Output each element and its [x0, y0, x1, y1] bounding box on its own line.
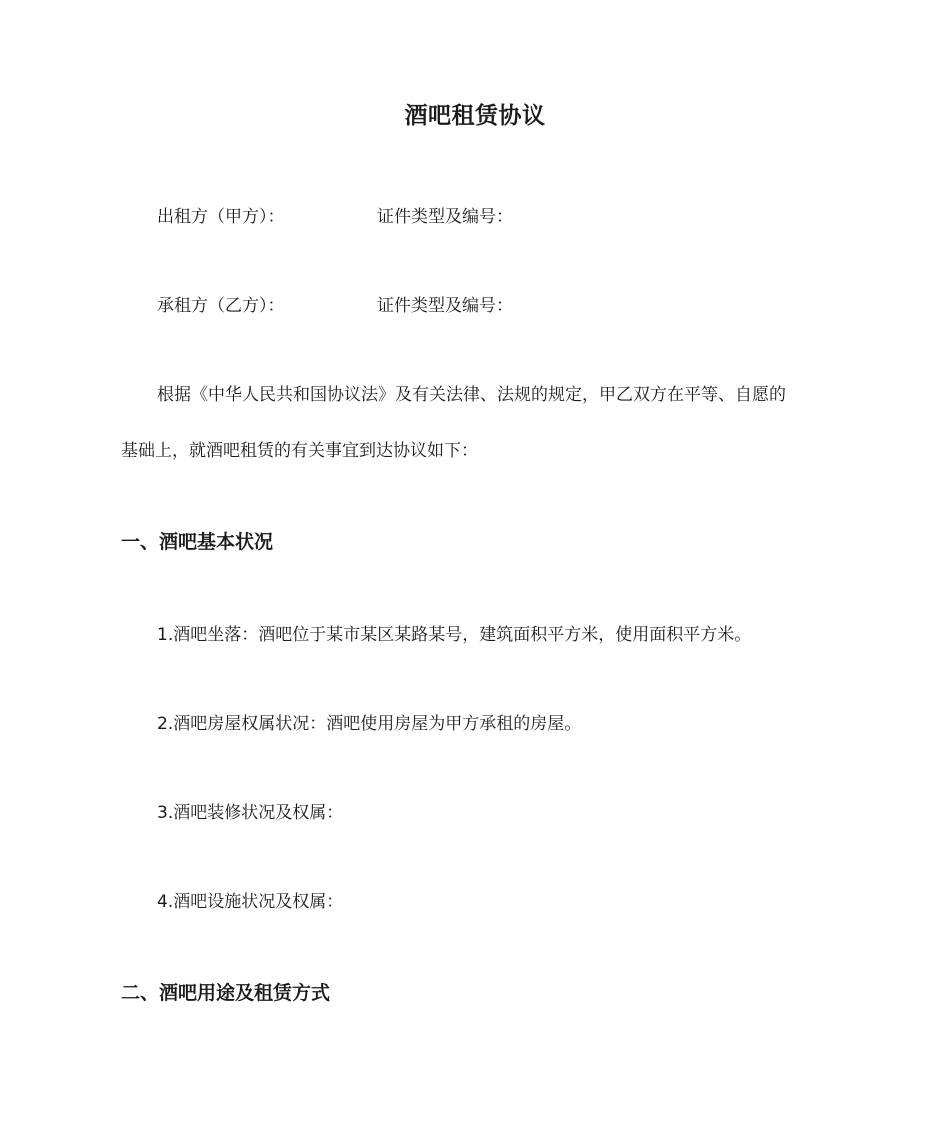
section-1-item-3: 3.酒吧装修状况及权属：	[157, 803, 344, 823]
document-title: 酒吧租赁协议	[404, 103, 546, 129]
section-2-heading: 二、酒吧用途及租赁方式	[121, 982, 331, 1004]
lessor-id-label: 证件类型及编号：	[377, 207, 513, 227]
preamble-line-2: 基础上，就酒吧租赁的有关事宜到达协议如下：	[121, 441, 478, 461]
section-1-item-1: 1.酒吧坐落：酒吧位于某市某区某路某号，建筑面积平方米，使用面积平方米。	[157, 625, 752, 645]
lessor-label: 出租方（甲方）：	[157, 207, 285, 227]
section-1-heading: 一、酒吧基本状况	[121, 531, 274, 553]
section-1-item-4: 4.酒吧设施状况及权属：	[157, 892, 344, 912]
preamble-line-1: 根据《中华人民共和国协议法》及有关法律、法规的规定，甲乙双方在平等、自愿的	[157, 385, 786, 405]
lessee-id-label: 证件类型及编号：	[377, 296, 513, 316]
lessee-label: 承租方（乙方）：	[157, 296, 285, 316]
section-1-item-2: 2.酒吧房屋权属状况：酒吧使用房屋为甲方承租的房屋。	[157, 714, 582, 734]
